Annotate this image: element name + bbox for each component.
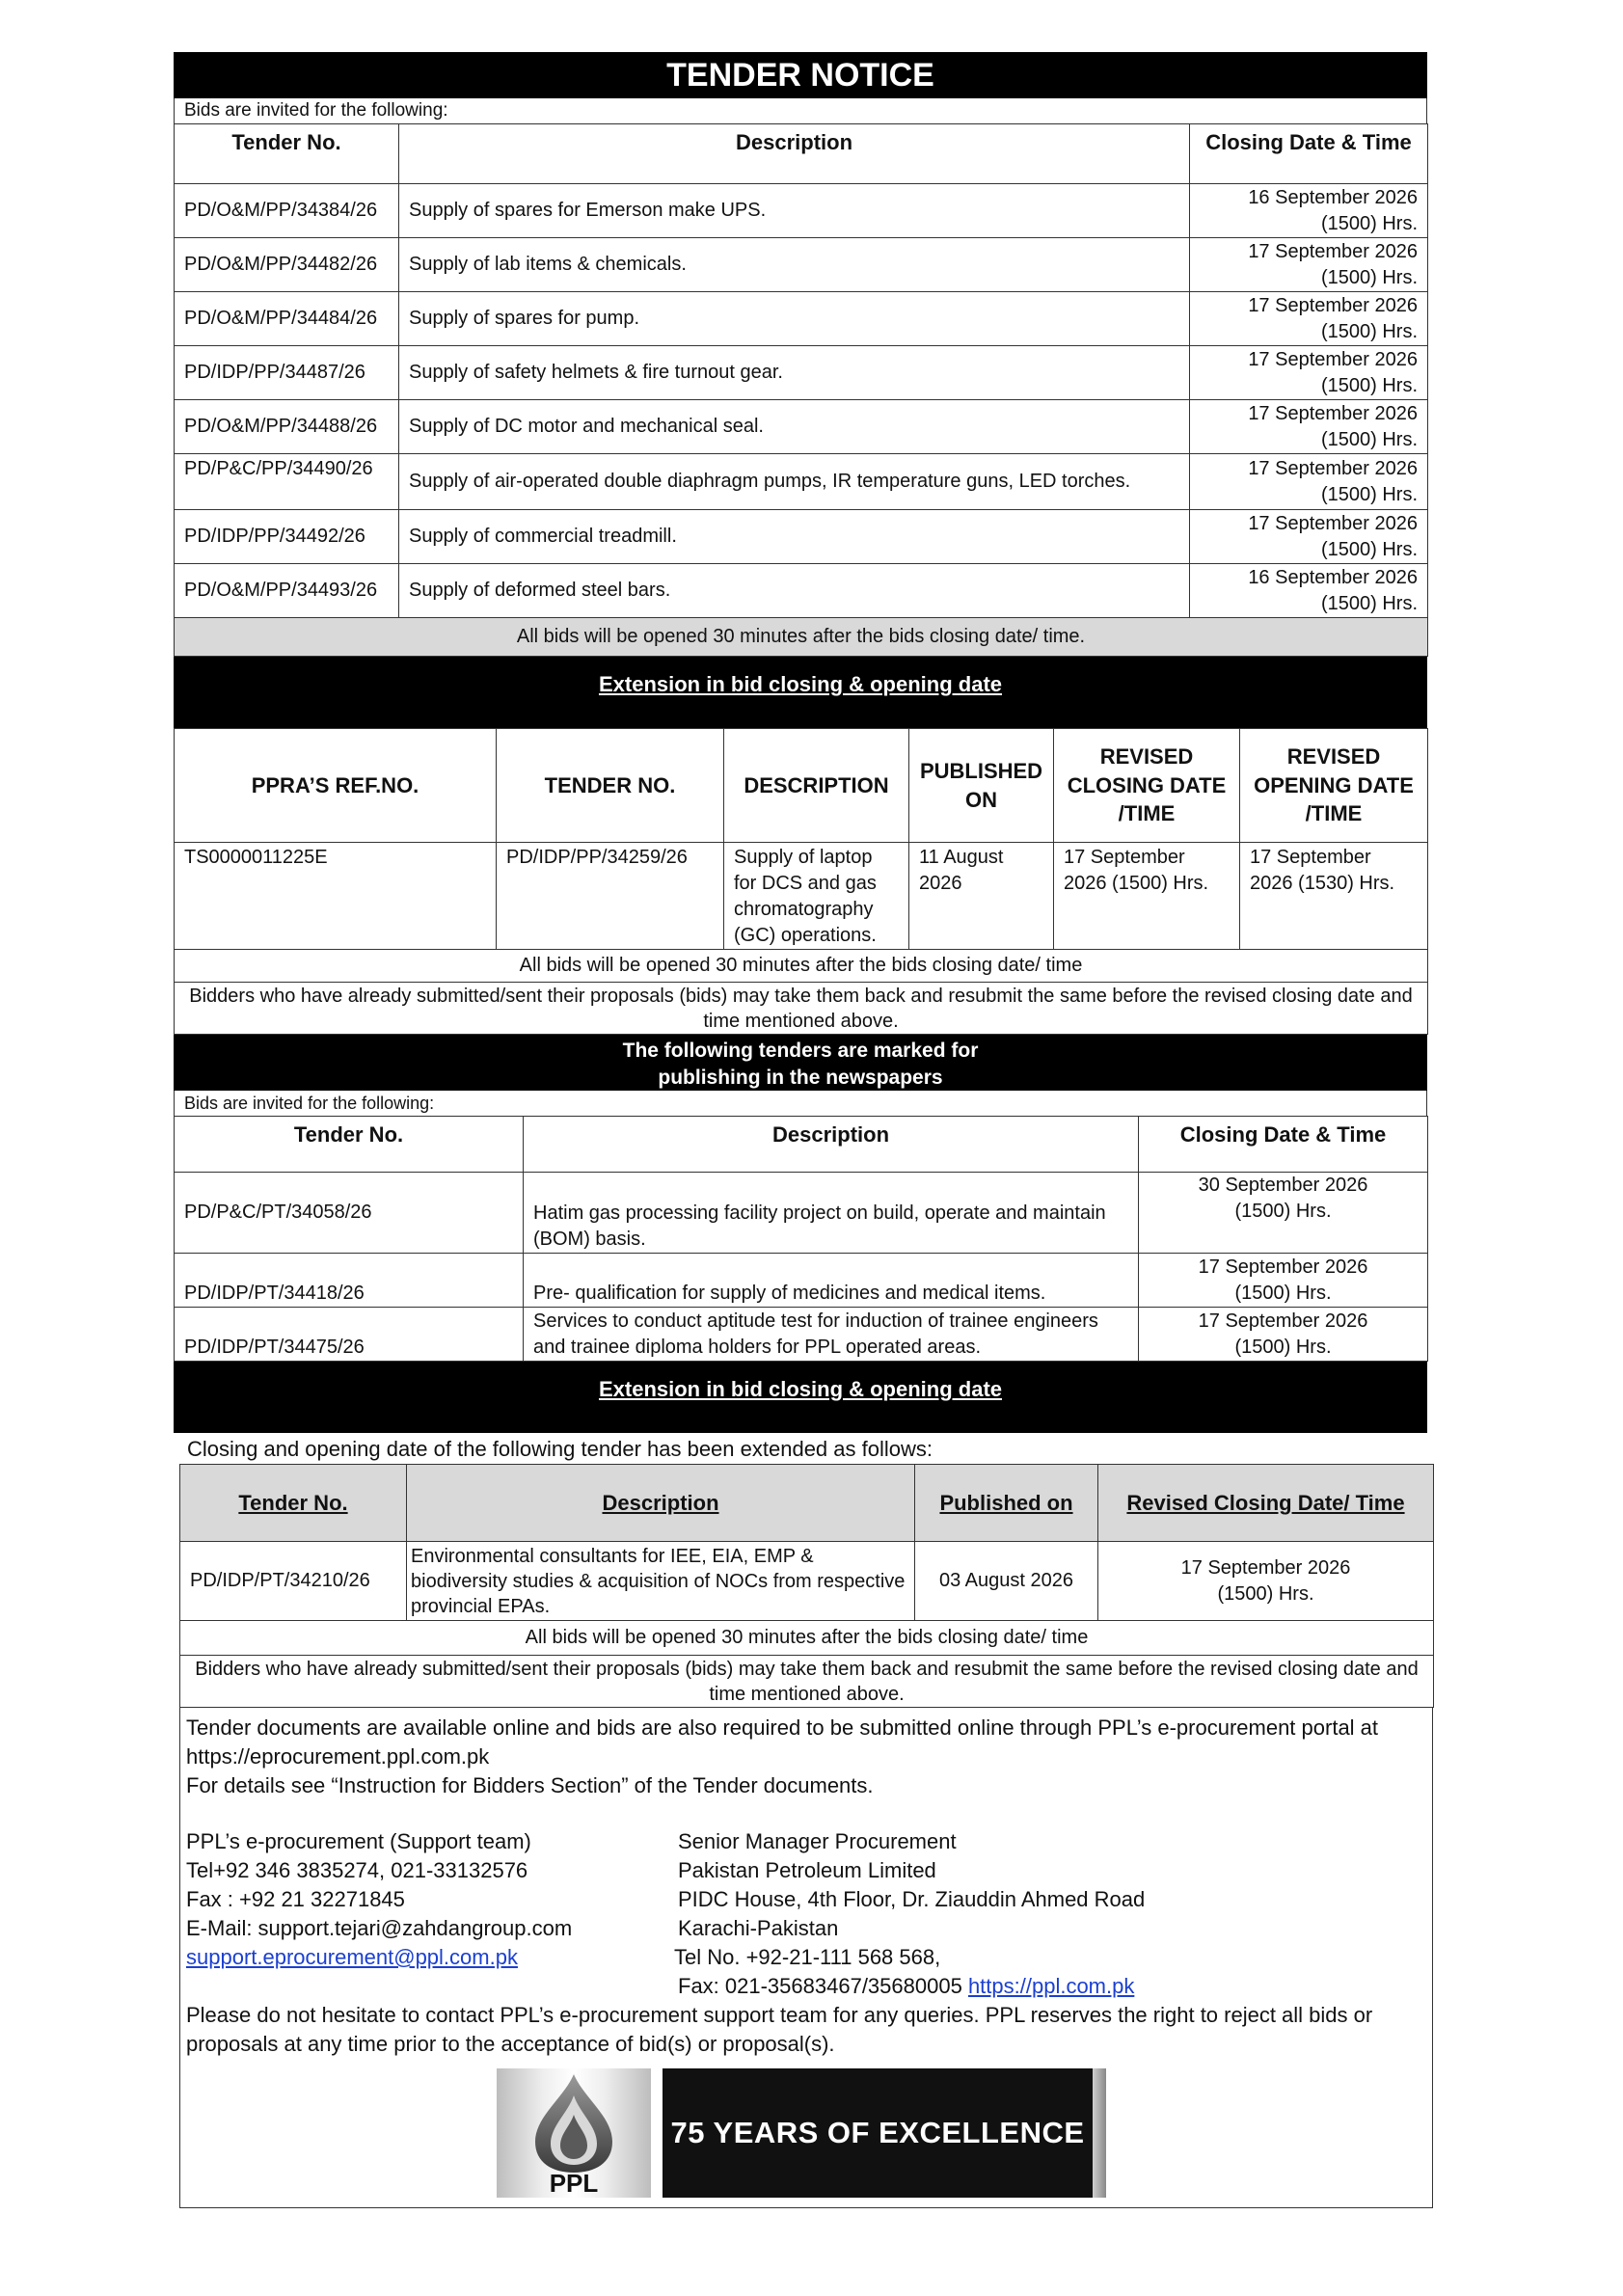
- resubmit-note: Bidders who have already submitted/sent their proposals (bids) may take them back and resubmit the same before the revised closing date and time mentioned above.: [175, 983, 1428, 1035]
- tender-table: [174, 123, 1428, 657]
- table-row: [175, 1254, 1428, 1308]
- table-row: [175, 400, 1428, 454]
- closing-date: 30 September 2026 (1500) Hrs.: [1139, 1173, 1428, 1254]
- details-text: For details see “Instruction for Bidders Section” of the Tender documents.: [186, 1773, 874, 1797]
- tender-description: Supply of commercial treadmill.: [399, 510, 1190, 564]
- tender-no: PD/IDP/PT/34418/26: [175, 1254, 524, 1308]
- opening-note: All bids will be opened 30 minutes after the bids closing date/ time: [180, 1621, 1434, 1656]
- tender-description: Supply of air-operated double diaphragm pumps, IR temperature guns, LED torches.: [399, 454, 1190, 510]
- newspaper-table: [174, 1116, 1428, 1362]
- header-closing-date: Closing Date & Time: [1190, 124, 1428, 184]
- table-row: [180, 1542, 1434, 1621]
- opening-note: All bids will be opened 30 minutes after the bids closing date/ time: [175, 950, 1428, 983]
- header-closing-date: Closing Date & Time: [1139, 1117, 1428, 1173]
- support-team-contact: PPL’s e-procurement (Support team) Tel+92 346 3835274, 021-33132576 Fax : +92 21 32271845 E-Mail: support.tejari@zahdangroup.com support.eprocurement@ppl.com.pk: [186, 1827, 678, 2001]
- table-row: [175, 510, 1428, 564]
- extension-banner: Extension in bid closing & opening date: [174, 657, 1427, 728]
- extension-table: [179, 1464, 1434, 1708]
- tender-notice-document: [174, 52, 1427, 2208]
- table-row: [175, 454, 1428, 510]
- tender-description: Supply of lab items & chemicals.: [399, 238, 1190, 292]
- tender-no: PD/O&M/PP/34384/26: [175, 184, 399, 238]
- closing-date: 17 September 2026 (1500) Hrs.: [1190, 292, 1428, 346]
- intro-text: Bids are invited for the following:: [174, 1091, 1427, 1116]
- revised-closing: 17 September 2026 (1500) Hrs.: [1054, 843, 1240, 950]
- contact-info: [179, 1708, 1433, 2208]
- opening-note: All bids will be opened 30 minutes after the bids closing date/ time.: [175, 618, 1428, 657]
- resubmit-note: Bidders who have already submitted/sent their proposals (bids) may take them back and resubmit the same before the revised closing date and time mentioned above.: [180, 1656, 1434, 1708]
- tender-description: Environmental consultants for IEE, EIA, EMP & biodiversity studies & acquisition of NOCs from respective provincial EPAs.: [407, 1542, 915, 1621]
- header-published-on: Published on: [915, 1465, 1098, 1542]
- closing-date: 17 September 2026 (1500) Hrs.: [1190, 238, 1428, 292]
- revised-opening: 17 September 2026 (1530) Hrs.: [1240, 843, 1428, 950]
- tender-no: PD/P&C/PT/34058/26: [175, 1173, 524, 1254]
- header-revised-closing: REVISED CLOSING DATE /TIME: [1054, 729, 1240, 843]
- anniversary-banner: 75 YEARS OF EXCELLENCE: [663, 2068, 1093, 2198]
- table-row: [175, 238, 1428, 292]
- page-title: TENDER NOTICE: [174, 52, 1427, 98]
- header-description: DESCRIPTION: [724, 729, 909, 843]
- tender-description: Supply of spares for Emerson make UPS.: [399, 184, 1190, 238]
- closing-date: 17 September 2026 (1500) Hrs.: [1190, 510, 1428, 564]
- svg-text:PPL: PPL: [549, 2169, 599, 2198]
- table-row: [175, 292, 1428, 346]
- tender-no: PD/IDP/PP/34259/26: [497, 843, 724, 950]
- table-row: [175, 564, 1428, 618]
- table-row: [175, 184, 1428, 238]
- tender-description: Hatim gas processing facility project on build, operate and maintain (BOM) basis.: [524, 1173, 1139, 1254]
- closing-date: 16 September 2026 (1500) Hrs.: [1190, 564, 1428, 618]
- extension-table: [174, 728, 1428, 1035]
- tender-no: PD/IDP/PT/34475/26: [175, 1308, 524, 1362]
- ppl-website-link[interactable]: https://ppl.com.pk: [967, 1974, 1135, 1998]
- header-revised-opening: REVISED OPENING DATE /TIME: [1240, 729, 1428, 843]
- header-revised-closing: Revised Closing Date/ Time: [1098, 1465, 1434, 1542]
- table-row: [175, 1173, 1428, 1254]
- tender-description: Supply of safety helmets & fire turnout gear.: [399, 346, 1190, 400]
- closing-date: 17 September 2026 (1500) Hrs.: [1139, 1308, 1428, 1362]
- extension-banner: Extension in bid closing & opening date: [174, 1362, 1427, 1433]
- header-tender-no: TENDER NO.: [497, 729, 724, 843]
- tender-description: Supply of laptop for DCS and gas chromatography (GC) operations.: [724, 843, 909, 950]
- tender-no: PD/IDP/PT/34210/26: [180, 1542, 407, 1621]
- tender-no: PD/P&C/PP/34490/26: [175, 454, 399, 510]
- header-tender-no: Tender No.: [175, 124, 399, 184]
- tender-description: Pre- qualification for supply of medicines and medical items.: [524, 1254, 1139, 1308]
- closing-date: 17 September 2026 (1500) Hrs.: [1190, 346, 1428, 400]
- closing-date: 17 September 2026 (1500) Hrs.: [1190, 454, 1428, 510]
- newspaper-banner: The following tenders are marked for publishing in the newspapers: [174, 1035, 1427, 1091]
- tender-no: PD/O&M/PP/34488/26: [175, 400, 399, 454]
- header-ppra-ref: PPRA’S REF.NO.: [175, 729, 497, 843]
- header-description: Description: [399, 124, 1190, 184]
- footer-logos: [497, 2068, 1428, 2198]
- header-description: Description: [407, 1465, 915, 1542]
- header-tender-no: Tender No.: [175, 1117, 524, 1173]
- closing-date: 16 September 2026 (1500) Hrs.: [1190, 184, 1428, 238]
- revised-closing: 17 September 2026 (1500) Hrs.: [1098, 1542, 1434, 1621]
- table-row: [175, 346, 1428, 400]
- tender-no: PD/O&M/PP/34482/26: [175, 238, 399, 292]
- tender-no: PD/O&M/PP/34484/26: [175, 292, 399, 346]
- banner-edge: [1093, 2068, 1106, 2198]
- extension-intro: Closing and opening date of the following tender has been extended as follows:: [187, 1437, 933, 1461]
- tender-description: Supply of deformed steel bars.: [399, 564, 1190, 618]
- intro-text: Bids are invited for the following:: [174, 98, 1427, 123]
- tender-no: PD/O&M/PP/34493/26: [175, 564, 399, 618]
- tender-no: PD/IDP/PP/34487/26: [175, 346, 399, 400]
- header-tender-no: Tender No.: [180, 1465, 407, 1542]
- published-on: 11 August 2026: [909, 843, 1054, 950]
- closing-date: 17 September 2026 (1500) Hrs.: [1190, 400, 1428, 454]
- table-row: [175, 843, 1428, 950]
- tender-description: Supply of DC motor and mechanical seal.: [399, 400, 1190, 454]
- tender-description: Services to conduct aptitude test for induction of trainee engineers and trainee diploma holders for PPL operated areas.: [524, 1308, 1139, 1362]
- closing-date: 17 September 2026 (1500) Hrs.: [1139, 1254, 1428, 1308]
- support-email-link[interactable]: support.eprocurement@ppl.com.pk: [186, 1945, 518, 1969]
- header-published-on: PUBLISHED ON: [909, 729, 1054, 843]
- procurement-contact: Senior Manager Procurement Pakistan Petroleum Limited PIDC House, 4th Floor, Dr. Ziauddin Ahmed Road Karachi-Pakistan Tel No. +92-21-111 568 568, Fax: 021-35683467/35680005 https://ppl.com.pk: [674, 1829, 1146, 1998]
- table-row: [175, 1308, 1428, 1362]
- contacts: [186, 1827, 1428, 2001]
- closing-text: Please do not hesitate to contact PPL’s e-procurement support team for any queries. PPL reserves the right to reject all bids or proposals at any time prior to the acceptance of bid(s) or proposal(s).: [186, 2003, 1373, 2056]
- ppra-ref: TS0000011225E: [175, 843, 497, 950]
- published-on: 03 August 2026: [915, 1542, 1098, 1621]
- header-description: Description: [524, 1117, 1139, 1173]
- tender-no: PD/IDP/PP/34492/26: [175, 510, 399, 564]
- ppl-logo: [497, 2068, 651, 2198]
- portal-text: Tender documents are available online and bids are also required to be submitted online through PPL’s e-procurement portal at https://eprocurement.ppl.com.pk: [186, 1715, 1379, 1769]
- tender-description: Supply of spares for pump.: [399, 292, 1190, 346]
